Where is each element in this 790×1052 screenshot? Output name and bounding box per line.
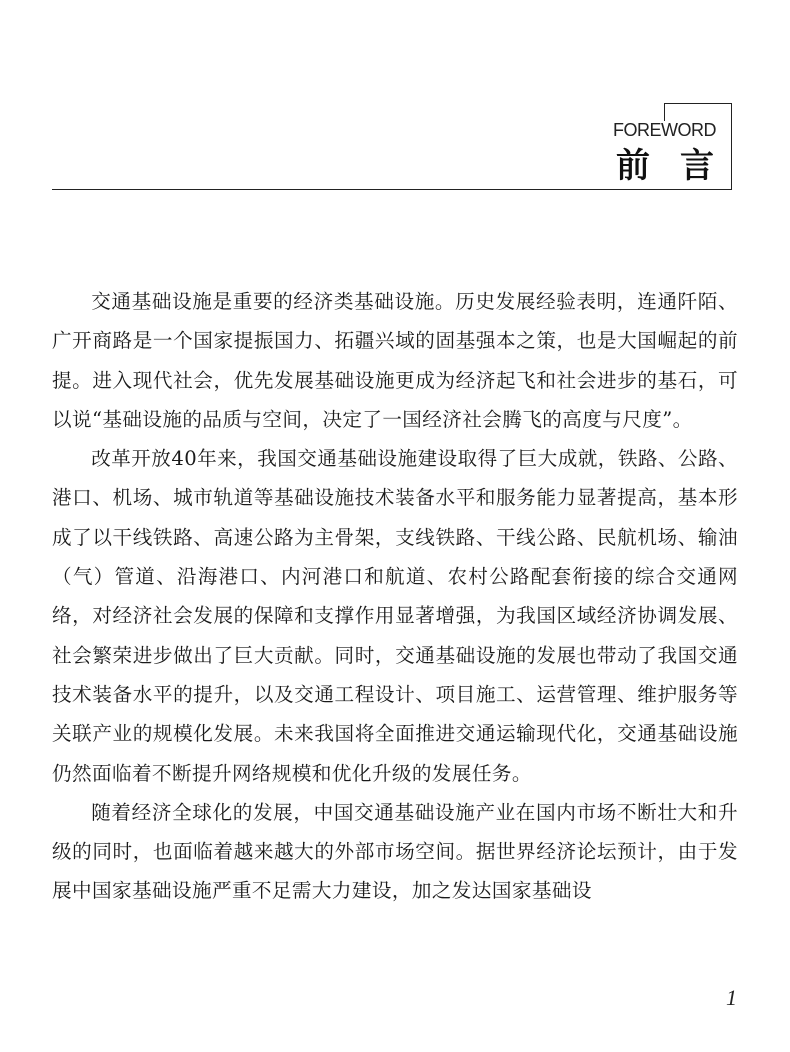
- paragraph-1: 交通基础设施是重要的经济类基础设施。历史发展经验表明，连通阡陌、广开商路是一个国家提振国力、拓疆兴域的固基强本之策，也是大国崛起的前提。进入现代社会，优先发展基础设施更成为经济起飞和社会进步的基石，可以说“基础设施的品质与空间，决定了一国经济社会腾飞的高度与尺度”。: [52, 290, 738, 431]
- page-title: 前言: [616, 146, 744, 186]
- paragraph-2: 改革开放40年来，我国交通基础设施建设取得了巨大成就，铁路、公路、港口、机场、城市轨道等基础设施技术装备水平和服务能力显著提高，基本形成了以干线铁路、高速公路为主骨架，支线铁路、干线公路、民航机场、输油（气）管道、沿海港口、内河港口和航道、农村公路配套衔接的综合交通网络，对经济社会发展的保障和支撑作用显著增强，为我国区域经济协调发展、社会繁荣进步做出了巨大贡献。同时，交通基础设施的发展也带动了我国交通技术装备水平的提升，以及交通工程设计、项目施工、运营管理、维护服务等关联产业的规模化发展。未来我国将全面推进交通运输现代化，交通基础设施仍然面临着不断提升网络规模和优化升级的发展任务。: [52, 447, 738, 785]
- header-rule: [52, 189, 732, 190]
- header-frame-notch: [664, 104, 665, 121]
- chapter-header: [52, 100, 744, 190]
- paragraph-3: 随着经济全球化的发展，中国交通基础设施产业在国内市场不断壮大和升级的同时，也面临着越来越大的外部市场空间。据世界经济论坛预计，由于发展中国家基础设施严重不足需大力建设，加之发达国家基础设: [52, 800, 738, 903]
- page-number: 1: [726, 985, 737, 1010]
- body-text: [52, 282, 738, 911]
- foreword-label: FOREWORD: [613, 120, 716, 140]
